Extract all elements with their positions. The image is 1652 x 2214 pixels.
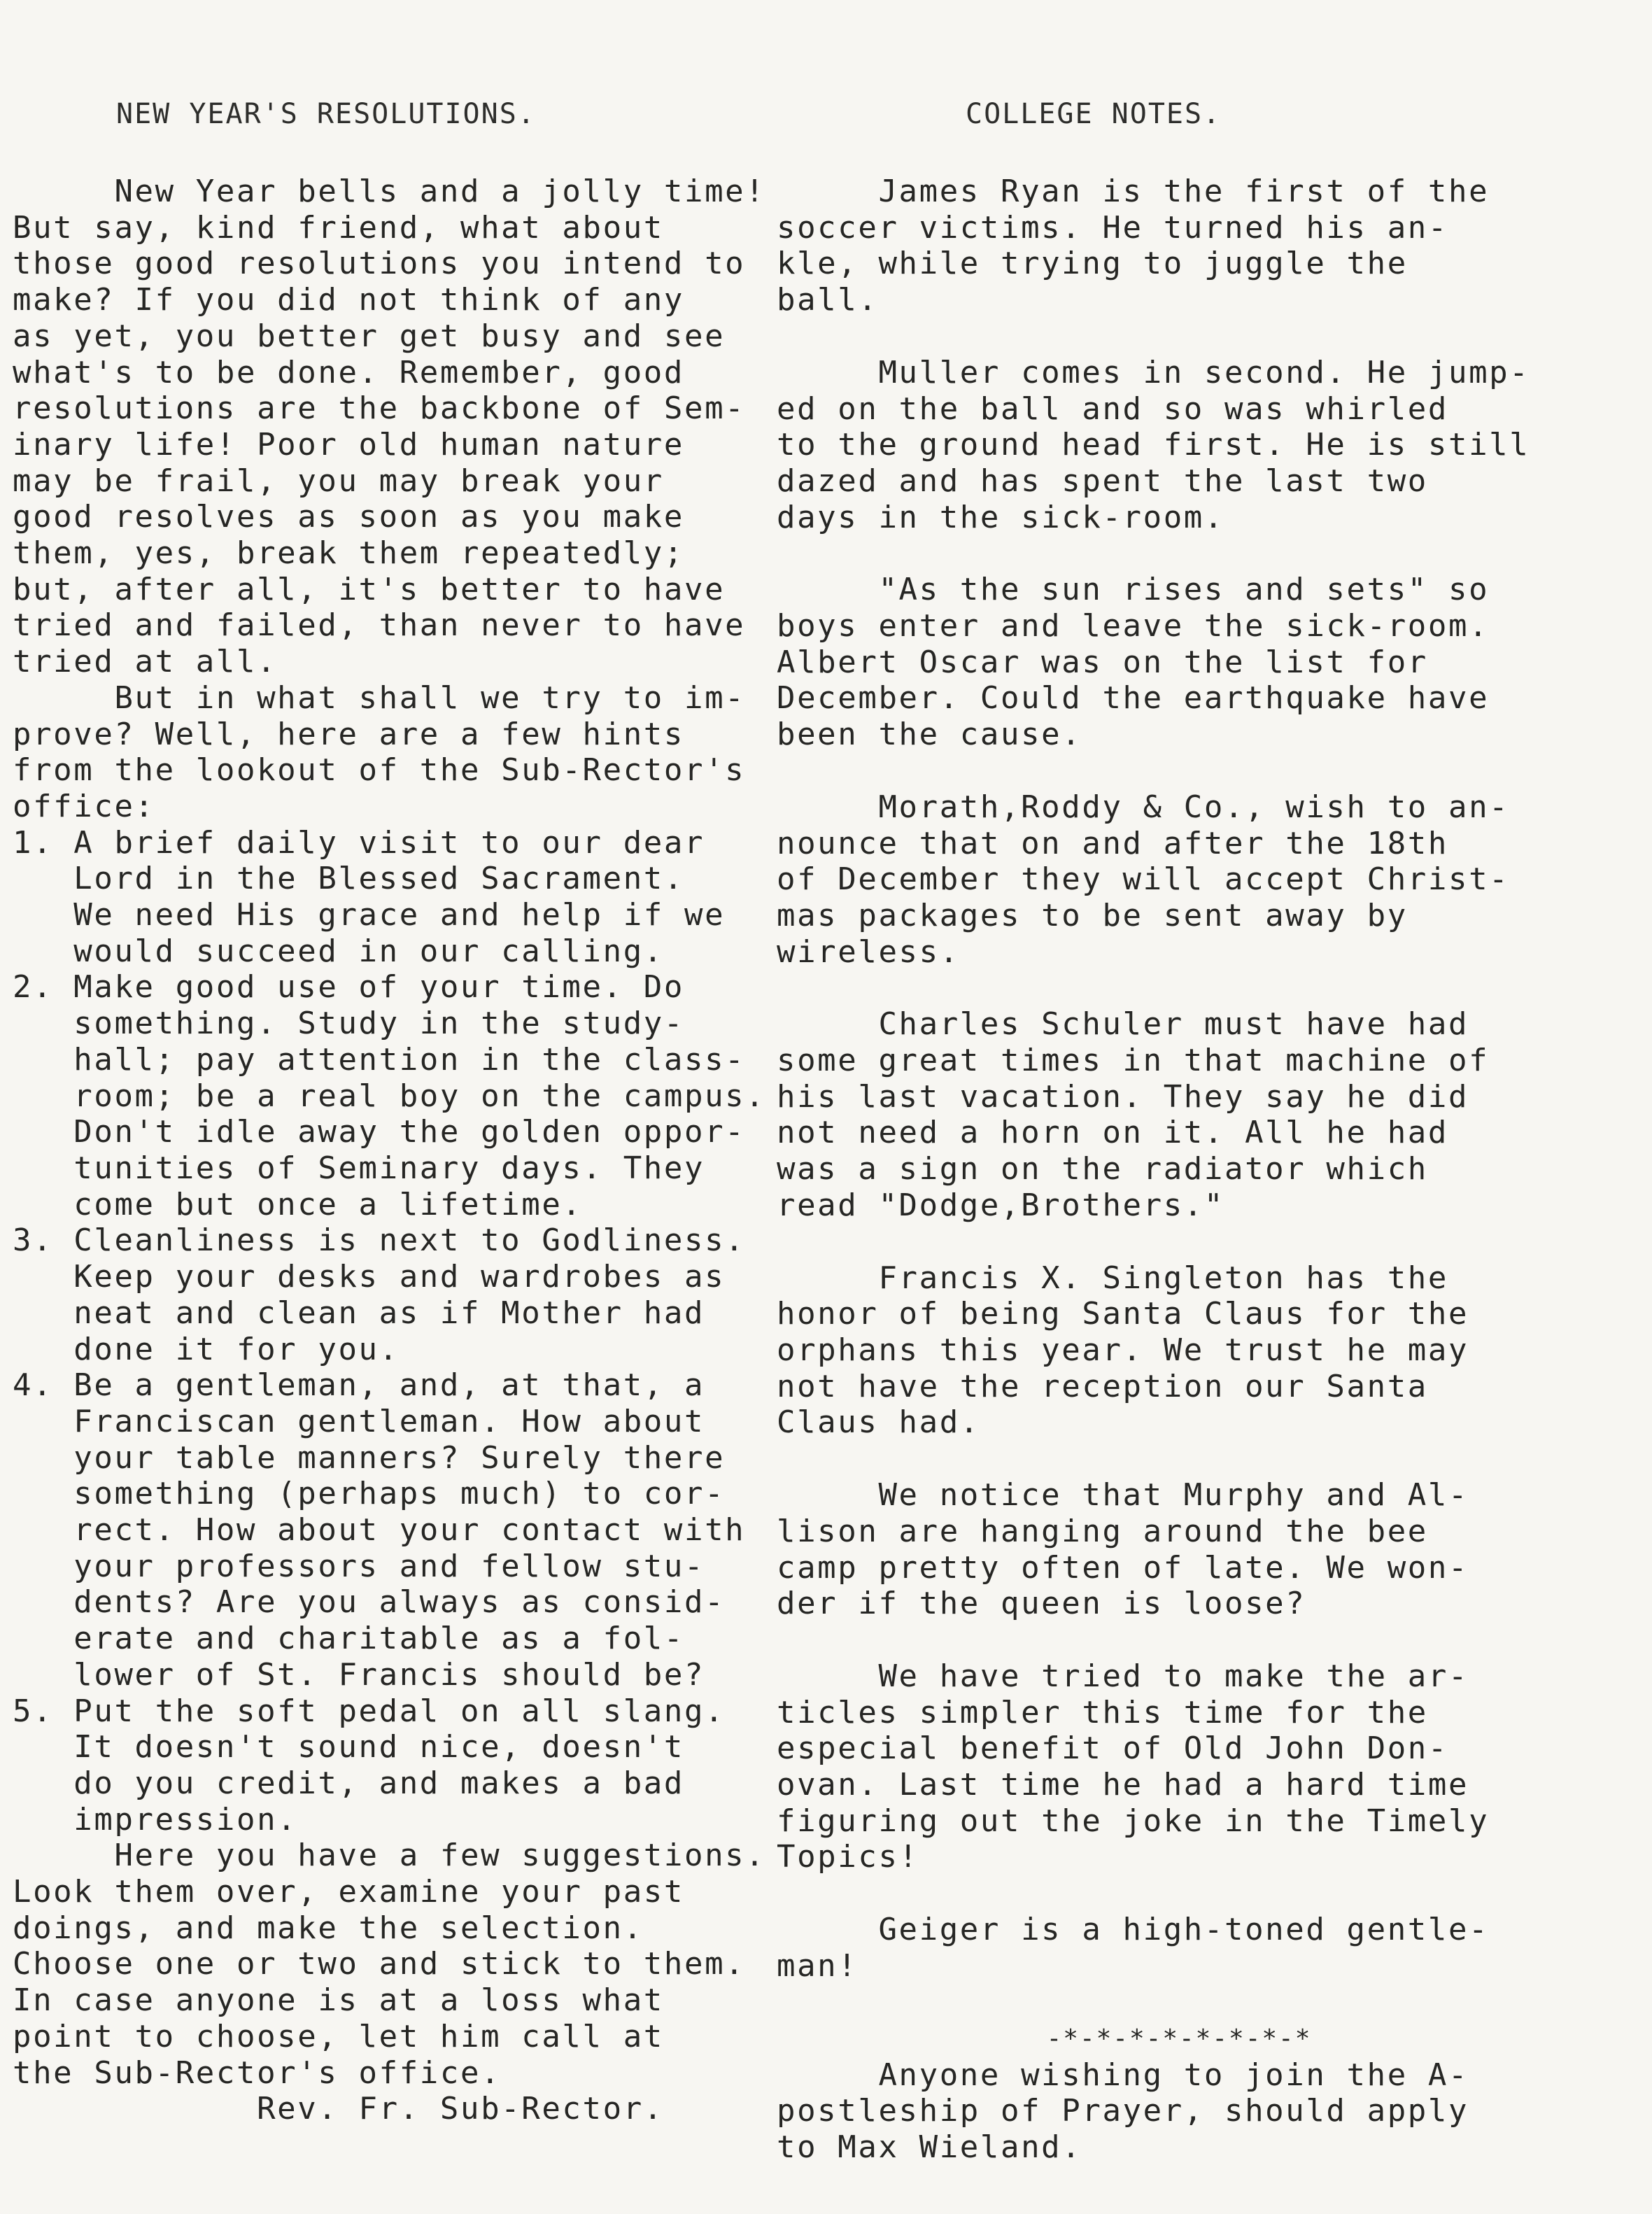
- text-line: Topics!: [777, 1839, 919, 1875]
- text-line: But say, kind friend, what about: [13, 209, 664, 246]
- text-line: dazed and has spent the last two: [777, 463, 1428, 499]
- text-line: room; be a real boy on the campus.: [13, 1078, 766, 1114]
- paragraph-gap: [777, 535, 1581, 572]
- text-line: Franciscan gentleman. How about: [13, 1403, 705, 1439]
- text-line: them, yes, break them repeatedly;: [13, 535, 684, 572]
- left-column-body: [13, 174, 789, 2127]
- apostleship-notice: [777, 2057, 1581, 2166]
- text-line: Rev. Fr. Sub-Rector.: [13, 2091, 664, 2127]
- text-line: honor of being Santa Claus for the: [777, 1296, 1469, 1332]
- text-line: 5. Put the soft pedal on all slang.: [13, 1693, 726, 1729]
- paragraph-gap: [777, 318, 1581, 355]
- text-line: do you credit, and makes a bad: [13, 1765, 684, 1801]
- text-line: come but once a lifetime.: [13, 1186, 583, 1222]
- text-line: not need a horn on it. All he had: [777, 1115, 1448, 1151]
- text-line: may be frail, you may break your: [13, 463, 664, 499]
- text-line: some great times in that machine of: [777, 1043, 1490, 1079]
- college-note-item: [777, 1260, 1581, 1441]
- text-line: especial benefit of Old John Don-: [777, 1730, 1448, 1767]
- paragraph-gap: [777, 1984, 1581, 2021]
- text-line: inary life! Poor old human nature: [13, 426, 684, 463]
- right-column-body: [777, 174, 1581, 2166]
- text-line: Look them over, examine your past: [13, 1874, 684, 1910]
- text-line: camp pretty often of late. We won-: [777, 1549, 1469, 1586]
- text-line: James Ryan is the first of the: [777, 174, 1490, 209]
- text-line: der if the queen is loose?: [777, 1586, 1306, 1622]
- paragraph-gap: [777, 1875, 1581, 1912]
- text-line: lower of St. Francis should be?: [13, 1656, 705, 1693]
- text-line: mas packages to be sent away by: [777, 897, 1408, 933]
- text-line: of December they will accept Christ-: [777, 861, 1510, 898]
- text-line: It doesn't sound nice, doesn't: [13, 1729, 684, 1765]
- text-line: 2. Make good use of your time. Do: [13, 969, 684, 1006]
- text-line: would succeed in our calling.: [13, 933, 664, 969]
- paragraph-gap: [777, 753, 1581, 789]
- right-column-heading: COLLEGE NOTES.: [966, 98, 1222, 130]
- text-line: Choose one or two and stick to them.: [13, 1946, 746, 1982]
- text-line: postleship of Prayer, should apply: [777, 2093, 1469, 2129]
- text-line: Claus had.: [777, 1404, 980, 1441]
- text-line: office:: [13, 788, 155, 824]
- college-note-item: [777, 1477, 1581, 1622]
- text-line: We need His grace and help if we: [13, 897, 726, 933]
- text-line: days in the sick-room.: [777, 499, 1224, 535]
- text-line: Charles Schuler must have had: [777, 1006, 1469, 1043]
- left-column-heading: NEW YEAR'S RESOLUTIONS.: [116, 98, 536, 130]
- text-line: December. Could the earthquake have: [777, 680, 1490, 717]
- text-line: ovan. Last time he had a hard time: [777, 1767, 1469, 1803]
- text-line: make? If you did not think of any: [13, 282, 684, 318]
- text-line: 1. A brief daily visit to our dear: [13, 824, 705, 861]
- text-line: tried and failed, than never to have: [13, 607, 746, 644]
- text-line: Muller comes in second. He jump-: [777, 354, 1530, 390]
- new-years-resolutions-column: [13, 98, 789, 2127]
- text-line: boys enter and leave the sick-room.: [777, 608, 1490, 644]
- text-line: tunities of Seminary days. They: [13, 1150, 705, 1186]
- text-line: Don't idle away the golden oppor-: [13, 1114, 746, 1150]
- text-line: prove? Well, here are a few hints: [13, 716, 684, 752]
- text-line: done it for you.: [13, 1331, 400, 1367]
- text-line: your table manners? Surely there: [13, 1439, 726, 1476]
- text-line: We notice that Murphy and Al-: [777, 1477, 1469, 1514]
- college-note-item: [777, 355, 1581, 536]
- text-line: the Sub-Rector's office.: [13, 2054, 502, 2091]
- text-line: nounce that on and after the 18th: [777, 825, 1448, 861]
- text-line: Francis X. Singleton has the: [777, 1260, 1448, 1296]
- text-line: read "Dodge,Brothers.": [777, 1187, 1224, 1223]
- paragraph-gap: [777, 970, 1581, 1006]
- college-note-item: [777, 1006, 1581, 1223]
- text-line: erate and charitable as a fol-: [13, 1621, 684, 1657]
- text-line: to Max Wieland.: [777, 2129, 1082, 2165]
- text-line: "As the sun rises and sets" so: [777, 572, 1490, 608]
- text-line: as yet, you better get busy and see: [13, 318, 726, 354]
- text-line: been the cause.: [777, 717, 1082, 753]
- college-note-item: [777, 174, 1581, 318]
- text-line: from the lookout of the Sub-Rector's: [13, 752, 746, 789]
- text-line: was a sign on the radiator which: [777, 1151, 1428, 1187]
- text-line: In case anyone is at a loss what: [13, 1982, 664, 2019]
- paragraph-gap: [777, 1224, 1581, 1260]
- text-line: resolutions are the backbone of Sem-: [13, 390, 746, 427]
- text-line: lison are hanging around the bee: [777, 1513, 1428, 1549]
- text-line: But in what shall we try to im-: [13, 679, 746, 716]
- text-line: Morath,Roddy & Co., wish to an-: [777, 789, 1510, 825]
- college-note-item: [777, 789, 1581, 971]
- text-line: his last vacation. They say he did: [777, 1078, 1469, 1115]
- text-line: Anyone wishing to join the A-: [777, 2057, 1469, 2093]
- paragraph-gap: [777, 1441, 1581, 1477]
- text-line: 3. Cleanliness is next to Godliness.: [13, 1222, 746, 1259]
- text-line: figuring out the joke in the Timely: [777, 1803, 1490, 1839]
- text-line: not have the reception our Santa: [777, 1368, 1428, 1404]
- text-line: orphans this year. We trust he may: [777, 1332, 1469, 1368]
- text-line: man!: [777, 1947, 859, 1984]
- text-line: 4. Be a gentleman, and, at that, a: [13, 1367, 705, 1404]
- text-line: Lord in the Blessed Sacrament.: [13, 861, 684, 897]
- text-line: Geiger is a high-toned gentle-: [777, 1912, 1490, 1948]
- text-line: wireless.: [777, 933, 960, 970]
- text-line: to the ground head first. He is still: [777, 427, 1530, 463]
- college-note-item: [777, 1912, 1581, 1984]
- paragraph-gap: [777, 1622, 1581, 1658]
- text-line: what's to be done. Remember, good: [13, 354, 684, 390]
- college-note-item: [777, 1658, 1581, 1875]
- text-line: good resolves as soon as you make: [13, 499, 684, 535]
- text-line: kle, while trying to juggle the: [777, 246, 1408, 282]
- text-line: ticles simpler this time for the: [777, 1694, 1428, 1730]
- text-line: but, after all, it's better to have: [13, 571, 726, 607]
- text-line: point to choose, let him call at: [13, 2018, 664, 2054]
- text-line: dents? Are you always as consid-: [13, 1584, 726, 1621]
- text-line: New Year bells and a jolly time!: [13, 174, 766, 209]
- college-notes-column: [777, 98, 1581, 2166]
- section-separator: -*-*-*-*-*-*-*-*: [1046, 2024, 1312, 2053]
- text-line: ed on the ball and so was whirled: [777, 390, 1448, 427]
- text-line: something. Study in the study-: [13, 1006, 684, 1042]
- text-line: doings, and make the selection.: [13, 1910, 644, 1946]
- college-note-item: [777, 572, 1581, 753]
- text-line: Keep your desks and wardrobes as: [13, 1259, 726, 1295]
- text-line: neat and clean as if Mother had: [13, 1295, 705, 1331]
- text-line: something (perhaps much) to cor-: [13, 1476, 726, 1512]
- text-line: hall; pay attention in the class-: [13, 1041, 746, 1078]
- text-line: We have tried to make the ar-: [777, 1658, 1469, 1694]
- text-line: rect. How about your contact with: [13, 1512, 746, 1549]
- text-line: Here you have a few suggestions.: [13, 1838, 766, 1874]
- text-line: tried at all.: [13, 644, 278, 680]
- text-line: those good resolutions you intend to: [13, 246, 746, 282]
- text-line: ball.: [777, 282, 879, 318]
- text-line: impression.: [13, 1801, 298, 1838]
- text-line: your professors and fellow stu-: [13, 1548, 705, 1584]
- text-line: soccer victims. He turned his an-: [777, 209, 1448, 246]
- text-line: Albert Oscar was on the list for: [777, 644, 1428, 680]
